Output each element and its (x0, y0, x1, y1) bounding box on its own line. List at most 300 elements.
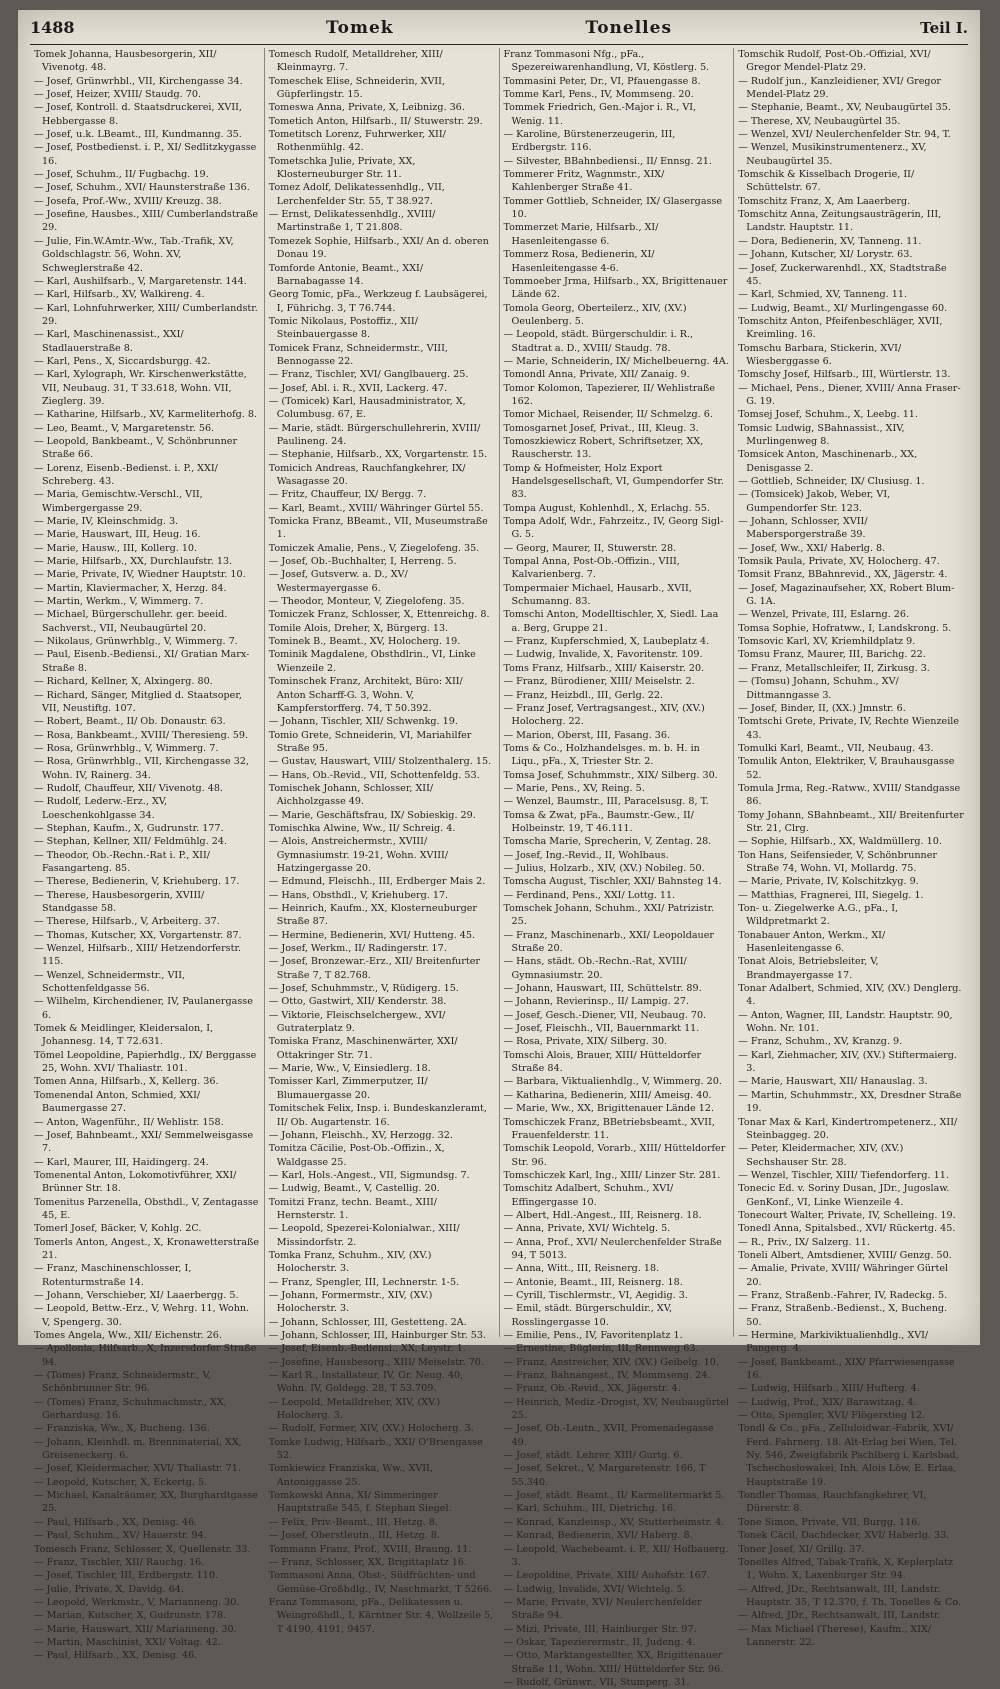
directory-entry: Tonat Alois, Betriebsleiter, V, Brandmayergasse 17. (738, 956, 879, 981)
directory-entry: — Marie, Private, IV, Kolschitzkyg. 9. (738, 876, 919, 888)
directory-entry: Tommasoni Anna, Obst-, Südfrüchten- und Gemüse-Großhdlg., IV, Naschmarkt, T 5266. (268, 1570, 493, 1595)
directory-entry: — Paul, Eisenb.-Bediensi., XI/ Gratian Marx-Straße 8. (34, 649, 250, 674)
directory-entry: Toms Franz, Hilfsarb., XIII/ Kaiserstr. 20. (503, 662, 705, 674)
directory-entry: Tonelles Alfred, Tabak-Trafik, X, Keplerplatz 1, Wohn. X, Laxenburger Str. 94. (738, 1556, 953, 1582)
directory-column-4 (734, 48, 968, 1648)
directory-entry: — Paul, Hilfsarb., XX, Denisg. 46. (34, 1516, 198, 1528)
directory-entry: Tomesch Rudolf, Metalldreher, XIII/ Kleinmayrg. 7. (268, 49, 443, 74)
directory-entry: Tomeschek Elise, Schneiderin, XVII, Güpferlingstr. 15. (268, 75, 445, 101)
directory-entry: — Franz, Maschinenarb., XXI/ Leopoldauer Straße 20. (503, 929, 715, 955)
directory-entry: — Johann, Formermstr., XIV, (XV.) Holocherstr. 3. (268, 1289, 433, 1315)
directory-entry: Tomezek Sophie, Hilfsarb., XXI/ An d. oberen Donau 19. (268, 235, 489, 261)
directory-entry: — Josef, Eisenb.-Bediensi., XX, Leystr. 1. (268, 1343, 466, 1355)
directory-entry: — Wenzel, Baumstr., III, Paracelsusg. 8, T. (503, 796, 709, 808)
directory-entry: — Josef, Ww., XXI/ Haberlg. 8. (738, 542, 886, 554)
directory-entry: Tompal Anna, Post-Ob.-Offizin., VIII, Kalvarienberg. 7. (503, 556, 680, 581)
directory-entry: Tomsit Franz, BBahnrevid., XX, Jägerstr. 4. (738, 569, 948, 581)
directory-entry: — Leopold, Spezerei-Kolonialwar., XIII/ Missindorfstr. 2. (268, 1223, 460, 1248)
directory-entry: Tonecic Ed. v. Soriny Dusan, JDr., Jugoslaw. GenKonf., VI, Linke Wienzeile 4. (738, 1183, 950, 1208)
directory-entry: — Ernst, Delikatessenhdlg., XVIII/ Martinstraße 1, T 21.808. (268, 209, 436, 234)
directory-entry: — Wenzel, Private, III, Eslarng. 26. (738, 609, 910, 621)
directory-entry: — Apollonia, Hilfsarb., X, Inzersdorfer Straße 94. (34, 1343, 257, 1368)
directory-entry: Tonecourt Walter, Private, IV, Schelleing. 19. (738, 1209, 956, 1221)
directory-entry: — Gottlieb, Schneider, IX/ Clusiusg. 1. (738, 476, 925, 487)
directory-entry: Franz Tommasoni Nfg., pFa., Spezereiwarenhandlung, VI, Köstlerg. 5. (503, 49, 710, 74)
directory-entry: — Franziska, Ww., X, Bucheng. 136. (34, 1423, 210, 1435)
directory-entry: Tomes Angela, Ww., XII/ Eichenstr. 26. (34, 1330, 222, 1341)
directory-entry: Tommoeber Jrma, Hilfsarb., XX, Brigittenauer Lände 62. (503, 275, 728, 301)
directory-entry: — Stephanie, Beamt., XV, Neubaugürtel 35. (738, 102, 951, 114)
directory-entry: — Wenzel, XVI/ Neulerchenfelder Str. 94, T. (738, 129, 951, 141)
directory-entry: Tomsovic Karl, XV, Kriemhildplatz 9. (738, 636, 916, 648)
directory-entry: Tomschitz Franz, X, Am Laaerberg. (738, 195, 911, 207)
directory-entry: — Johann, Revierinsp., II/ Lampig. 27. (503, 996, 689, 1008)
directory-entry: Tomschi Alois, Brauer, XIII/ Hütteldorfer Straße 84. (503, 1049, 702, 1075)
directory-entry: Tomschik Leopold, Vorarb., XIII/ Hütteldorfer Str. 96. (503, 1143, 726, 1168)
running-head-right: Tonelles (585, 18, 673, 38)
directory-entry: — Leopoldine, Private, XIII/ Auhofstr. 167. (503, 1570, 710, 1582)
directory-entry: Tomor Michael, Reisender, II/ Schmelzg. 6. (503, 409, 713, 421)
directory-entry: — Josefine, Hausbes., XIII/ Cumberlandstraße 29. (34, 209, 259, 234)
directory-entry: Tömel Leopoldine, Papierhdlg., IX/ Berggasse 25, Wohn. XVI/ Thaliastr. 101. (34, 1049, 257, 1075)
directory-entry: Tonedl Anna, Spitalsbed., XVI/ Rückertg. 45. (738, 1223, 956, 1235)
directory-entry: — Marie, Private, XVI/ Neulerchenfelder Straße 94. (503, 1596, 702, 1622)
directory-entry: Tomitza Cäcilie, Post-Ob.-Offizin., X, Waldgasse 25. (268, 1143, 445, 1168)
directory-entry: — Robert, Beamt., II/ Ob. Donaustr. 63. (34, 716, 226, 728)
directory-entry: Tomulik Anton, Elektriker, V, Brauhausgasse 52. (738, 756, 955, 781)
directory-entry: — Franz Josef, Vertragsangest., XIV, (XV.) Holocherg. 22. (503, 702, 705, 728)
directory-entry: Tomek & Meidlinger, Kleidersalon, I, Johannesg. 14, T 72.631. (34, 1023, 214, 1048)
directory-entry: Toneli Albert, Amtsdiener, XVIII/ Genzg. 50. (738, 1249, 952, 1261)
directory-entry: — Marie, Geschäftsfrau, IX/ Sobieskig. 29. (268, 809, 476, 821)
directory-entry: — Josef, Gesch.-Diener, VII, Neubaug. 70. (503, 1009, 707, 1021)
directory-entry: Tommerzet Marie, Hilfsarb., XI/ Hasenleitengasse 6. (503, 222, 659, 247)
directory-entry: — Rudolf, Former, XIV, (XV.) Holocherg. 3. (268, 1423, 474, 1435)
directory-entry: — Matthias, Fragnerei, III, Siegelg. 1. (738, 889, 924, 901)
directory-entry: — Leopold, Wachebeamt. i. P., XII/ Hofbauerg. 3. (503, 1543, 729, 1568)
directory-entry: — Leopold, Werkmstr., V, Marianneng. 30. (34, 1596, 240, 1608)
directory-entry: — Franz, Ob.-Revid., XX, Jägerstr. 4. (503, 1383, 681, 1395)
directory-entry: Tomola Georg, Oberteilerz., XIV, (XV.) Oeulenberg. 5. (503, 302, 687, 327)
directory-entry: Tomic Nikolaus, Postoffiz., XII/ Steinbauergasse 8. (268, 315, 418, 341)
directory-entry: — (Tomsicek) Jakob, Weber, VI, Gumpendorfer Str. 123. (738, 489, 891, 514)
directory-entry: Tomitschek Felix, Insp. i. Bundeskanzleramt, II/ Ob. Augartenstr. 16. (268, 1103, 487, 1128)
directory-entry: — Gustav, Hauswart, VIII/ Stolzenthalerg. 15. (268, 756, 492, 768)
directory-entry: — Ludwig, Beamt., V, Castellig. 20. (268, 1183, 440, 1195)
directory-entry: — Ludwig, Beamt., XI/ Murlingengasse 60. (738, 302, 948, 314)
directory-entry: Tomile Alois, Dreher, X, Bürgerg. 13. (268, 622, 449, 634)
directory-entry: Tometitsch Lorenz, Fuhrwerker, XII/ Rothenmühlg. 42. (268, 129, 446, 154)
directory-column-1 (30, 48, 265, 1662)
directory-entry: Ton Hans, Seifensieder, V, Schönbrunner Straße 74, Wohn. VI, Mollardg. 75. (738, 849, 937, 874)
directory-entry: — Josef, Magazinaufseher, XX, Robert Blum-G. 1A. (738, 582, 955, 608)
directory-entry: — Albert, Hdl.-Angest., III, Reisnerg. 18. (503, 1209, 702, 1221)
directory-entry: Tomondl Anna, Private, XII/ Zanaig. 9. (503, 369, 690, 381)
directory-entry: — Karl, Aushilfsarb., V, Margaretenstr. 144. (34, 275, 247, 287)
directory-entry: — Franz, Straßenb.-Fahrer, IV, Radeckg. 5. (738, 1289, 948, 1301)
directory-entry: — Otto, Marktangestellter, XX, Brigittenauer Straße 11, Wohn. XIII/ Hütteldorfer Str. 96. (503, 1650, 724, 1675)
directory-entry: — Josef, Kleidermacher, XVI/ Thaliastr. 71. (34, 1463, 241, 1475)
directory-entry: — Wenzel, Hilfsarb., XIII/ Hetzendorferstr. 115. (34, 943, 242, 968)
directory-entry: — Max Michael (Therese), Kaufm., XIX/ Lannerstr. 22. (738, 1623, 932, 1648)
directory-entry: Tommek Friedrich, Gen.-Major i. R., VI, Wenig. 11. (503, 102, 697, 127)
directory-entry: Tomitzi Franz, techn. Beamt., XIII/ Hernsterstr. 1. (268, 1196, 438, 1221)
directory-entry: — Stephanie, Hilfsarb., XX, Vorgartenstr. 15. (268, 449, 488, 461)
directory-entry: Tomschi Anton, Modelltischler, X, Siedl. Laa a. Berg, Gruppe 21. (503, 609, 719, 634)
directory-entry: — Josef, Bahnbeamt., XXI/ Semmelweisgasse 7. (34, 1129, 254, 1155)
directory-entry: — Josef, Abl. i. R., XVII, Lackerg. 47. (268, 382, 448, 394)
directory-entry: — Johann, Tischler, XII/ Schwenkg. 19. (268, 716, 458, 728)
directory-entry: Tomek Johanna, Hausbesorgerin, XII/ Vivenotg. 48. (34, 49, 217, 74)
directory-entry: — Franz, Spengler, III, Lechnerstr. 1-5. (268, 1276, 460, 1288)
directory-entry: — Franz, Tischler, XII/ Rauchg. 16. (34, 1556, 205, 1568)
directory-entry: — Julie, Fin.W.Amtr.-Ww., Tab.-Trafik, XV, Goldschlagstr. 56, Wohn. XV, Schweglerstraße 42. (34, 235, 234, 274)
directory-entry: — Heinrich, Mediz.-Drogist, XV, Neubaugürtel 25. (503, 1396, 729, 1422)
directory-entry: — Amalie, Private, XVIII/ Währinger Gürtel 20. (738, 1263, 949, 1288)
directory-entry: — Wilhelm, Kirchendiener, IV, Paulanergasse 6. (34, 996, 253, 1021)
directory-entry: Tomsej Josef, Schuhm., X, Leebg. 11. (738, 409, 918, 421)
directory-entry: Tomiczek Franz, Schlosser, X, Ettenreichg. 8. (268, 609, 490, 621)
directory-entry: — Franz, Heizbdl., III, Gerlg. 22. (503, 689, 664, 701)
directory-entry: Tomsa Josef, Schuhmmstr., XIX/ Silberg. 30. (503, 769, 718, 781)
directory-entry: Tomschitz Anna, Zeitungsausträgerin, III, Landstr. Hauptstr. 11. (738, 209, 942, 234)
directory-entry: — Peter, Kleidermacher, XIV, (XV.) Sechshauser Str. 28. (738, 1143, 904, 1168)
directory-entry: Tomschek Johann, Schuhm., XXI/ Patrizistr. 25. (503, 903, 715, 928)
directory-entry: — Josef, Binder, II, (XX.) Jmnstr. 6. (738, 702, 906, 714)
directory-entry: — Josef, Heizer, XVIII/ Staudg. 70. (34, 89, 202, 101)
directory-entry: — Rudolf jun., Kanzleidiener, XVI/ Gregor Mendel-Platz 29. (738, 75, 941, 101)
directory-entry: — Nikolaus, Grünwrhblg., V, Wimmerg. 7. (34, 636, 238, 648)
directory-entry: — Leopold, städt. Bürgerschuldir. i. R., Stadtrat a. D., XVIII/ Staudg. 78. (503, 329, 694, 354)
directory-entry: — Josef, u.k. LBeamt., III, Kundmanng. 35. (34, 129, 242, 141)
directory-entry: Tomulki Karl, Beamt., VII, Neubaug. 43. (738, 742, 934, 754)
directory-entry: Tomen Anna, Hilfsarb., X, Kellerg. 36. (34, 1076, 219, 1088)
directory-entry: Tommerz Rosa, Bedienerin, XI/ Hasenleitengasse 4-6. (503, 249, 655, 274)
directory-entry: Tominek B., Beamt., XV, Holocherg. 19. (268, 636, 461, 648)
directory-entry: Tommerer Fritz, Wagnmstr., XIX/ Kahlenberger Straße 41. (503, 169, 665, 194)
directory-entry: — Hans, städt. Ob.-Rechn.-Rat, XVIII/ Gymnasiumstr. 20. (503, 956, 687, 981)
directory-entry: Tomschu Barbara, Stickerin, XVI/ Wiesberggasse 6. (738, 342, 902, 367)
directory-entry: — Johann, Schlosser, III, Hainburger Str. 53. (268, 1330, 486, 1341)
directory-entry: — Franz, Maschinenschlosser, I, Rotenturmstraße 14. (34, 1263, 192, 1288)
directory-entry: — Ludwig, Hilfsarb., XIII/ Hufterg. 4. (738, 1383, 920, 1395)
directory-entry: Tomerl Josef, Bäcker, V, Kohlg. 2C. (34, 1223, 202, 1235)
directory-entry: Tomosgarnet Josef, Privat., III, Kleug. 3. (503, 422, 699, 434)
directory-entry: — Theodor, Ob.-Rechn.-Rat i. P., XII/ Fasangarteng. 85. (34, 849, 210, 874)
directory-entry: — Johann, Schlosser, III, Gestetteng. 2A. (268, 1316, 467, 1328)
directory-entry: — Johann, Fleischh., XV, Herzogg. 32. (268, 1129, 453, 1141)
directory-entry: — Marie, Private, IV, Wiedner Hauptstr. 10. (34, 569, 246, 581)
directory-entry: Tommer Gottlieb, Schneider, IX/ Glasergasse 10. (503, 195, 723, 221)
directory-entry: — Ludwig, Prof., XIX/ Barawitzag. 4. (738, 1396, 917, 1408)
directory-entry: — Josef, Werkm., II/ Radingerstr. 17. (268, 943, 447, 955)
directory-entry: — Karl, Hilfsarb., XV, Walkireng. 4. (34, 289, 205, 301)
directory-entry: — Rosa, Grünwrhblg., VII, Kirchengasse 32, Wohn. IV, Rainerg. 34. (34, 756, 249, 781)
directory-entry: Tomiczek Amalie, Pens., V, Ziegelofeng. 35. (268, 542, 480, 554)
directory-entry: Tondler Thomas, Rauchfangkehrer, VI, Dürerstr. 8. (738, 1490, 927, 1515)
directory-entry: — Karl, Schmied, XV, Tanneng. 11. (738, 289, 908, 301)
directory-entry: Tomy Johann, SBahnbeamt., XII/ Breitenfurter Str. 21, Clrg. (738, 809, 964, 834)
directory-entry: — Josefa, Prof.-Ww., XVIII/ Kreuzg. 38. (34, 195, 222, 207)
directory-entry: Tomsa & Zwat, pFa., Baumstr.-Gew., II/ Holbeinstr. 19, T 46.111. (503, 809, 694, 834)
directory-entry: Tommasini Peter, Dr., VI, Pfauengasse 8. (503, 75, 701, 87)
directory-entry: — Rosa, Bankbeamt., XVIII/ Theresieng. 59. (34, 729, 249, 741)
directory-entry: — Thomas, Kutscher, XX, Vorgartenstr. 87. (34, 929, 242, 941)
directory-entry: — (Tomes) Franz, Schneidermstr., V, Schönbrunner Str. 96. (34, 1370, 211, 1395)
directory-entry: — Wenzel, Schneidermstr., VII, Schottenfeldgasse 56. (34, 969, 186, 995)
directory-entry: — Anton, Wagner, III, Landstr. Hauptstr. 90, Wohn. Nr. 101. (738, 1009, 953, 1035)
directory-entry: — Paul, Schuhm., XV/ Hauerstr. 94. (34, 1530, 207, 1542)
directory-entry: — Marie, Schneiderin, IX/ Michelbeuerng. 4A. (503, 355, 729, 367)
directory-entry: — R., Priv., IX/ Salzerg. 11. (738, 1236, 870, 1248)
directory-entry: Tomeswa Anna, Private, X, Leibnizg. 36. (268, 102, 465, 114)
directory-entry: Tomisser Karl, Zimmerputzer, II/ Blumauergasse 20. (268, 1076, 428, 1101)
directory-entry: Tomio Grete, Schneiderin, VI, Mariahilfer Straße 95. (268, 729, 472, 754)
directory-entry: — Leopold, Metalldreher, XIV, (XV.) Holocherg. 3. (268, 1396, 441, 1422)
directory-entry: — Katharine, Hilfsarb., XV, Karmeliterhofg. 8. (34, 409, 258, 421)
directory-entry: Tometich Anton, Hilfsarb., II/ Stuwerstr. 29. (268, 115, 483, 127)
page-header (30, 18, 968, 45)
directory-entry: Tomicek Franz, Schneidermstr., VIII, Bennogasse 22. (268, 342, 448, 367)
directory-entry: — Alois, Anstreichermstr., XVIII/ Gymnasiumstr. 19-21, Wohn. XVIII/ Hatzingergasse 20. (268, 836, 449, 874)
directory-entry: — Josef, Fleischh., VII, Bauernmarkt 11. (503, 1023, 700, 1035)
directory-entry: — Josef, Ob.-Leutn., XVII, Promenadegasse 49. (503, 1423, 714, 1448)
directory-entry: — Franz, Tischler, XVI/ Ganglbauerg. 25. (268, 369, 469, 381)
directory-entry: Tominschek Franz, Architekt, Büro: XII/ Anton Scharff-G. 3, Wohn. V, Kampferstorfferg. 74, T 50.392. (268, 676, 463, 714)
directory-entry: — Leopold, Kutscher, X, Eckertg. 5. (34, 1476, 208, 1488)
directory-entry: — Hermine, Bedienerin, XVI/ Hutteng. 45. (268, 929, 475, 941)
directory-entry: — Marie, Hilfsarb., XX, Durchlaufstr. 13. (34, 556, 233, 568)
directory-entry: — Josef, Oberstleutn., III, Hetzg. 8. (268, 1530, 440, 1542)
directory-entry: Toner Josef, XI/ Grillg. 37. (738, 1543, 865, 1555)
directory-entry: — Emil, städt. Bürgerschuldir., XV, Rosslingergasse 10. (503, 1303, 673, 1328)
directory-entry: Tommann Franz, Prof., XVIII, Braung. 11. (268, 1543, 472, 1555)
directory-entry: — Anna, Private, XVI/ Wichtelg. 5. (503, 1223, 671, 1235)
directory-column-3 (500, 48, 735, 1688)
directory-entry: — Oskar, Tapezierermstr., II, Judeng. 4. (503, 1636, 696, 1648)
directory-entry: — Anna, Prof., XVI/ Neulerchenfelder Straße 94, T 5013. (503, 1236, 722, 1261)
directory-entry: Tominik Magdalene, Obsthdlrin., VI, Linke Wienzeile 2. (268, 649, 476, 674)
directory-entry: — Katharina, Bedienerin, XIII/ Ameisg. 40. (503, 1089, 712, 1101)
directory-entry: Tomschik & Kisselbach Drogerie, II/ Schüttelstr. 67. (738, 169, 915, 194)
directory-entry: Tonek Cäcil, Dachdecker, XVI/ Haberlg. 33. (738, 1530, 950, 1542)
directory-entry: — Silvester, BBahnbediensi., II/ Ennsg. 21. (503, 155, 712, 167)
directory-entry: — Franz, Metallschleifer, II, Zirkusg. 3. (738, 662, 930, 674)
directory-entry: — Marie, Hausw., III, Kollerg. 10. (34, 542, 198, 554)
directory-entry: — Karl, Beamt., XVIII/ Währinger Gürtel 55. (268, 502, 484, 514)
directory-entry: — Therese, Bedienerin, V, Kriehuberg. 17. (34, 876, 240, 888)
directory-entry: — Mizi, Private, III, Hainburger Str. 97. (503, 1623, 697, 1635)
directory-entry: Tompa August, Kohlenhdl., X, Erlachg. 55. (503, 502, 710, 514)
directory-entry: Tompermaier Michael, Hausarb., XVII, Schumanng. 83. (503, 582, 692, 608)
directory-entry: — (Tomsu) Johann, Schuhm., XV/ Dittmanngasse 3. (738, 676, 899, 701)
directory-entry: — Franz, Anstreicher, XIV, (XV.) Geibelg. 10. (503, 1356, 719, 1368)
directory-entry: Tomkiewicz Franziska, Ww., XVII, Antoniggasse 25. (268, 1463, 433, 1488)
directory-entry: — Josef, städt. Beamt., II/ Karmelitermarkt 5. (503, 1490, 725, 1502)
directory-entry: — Cyrill, Tischlermstr., VI, Aegidig. 3. (503, 1289, 688, 1301)
directory-entry: Tomke Ludwig, Hilfsarb., XXI/ O'Briengasse 52. (268, 1436, 483, 1462)
directory-entry: Tomenitus Parzenella, Obsthdl., V, Zentagasse 45, E. (34, 1196, 259, 1221)
directory-entry: Toms & Co., Holzhandelsges. m. b. H. in Liqu., pFa., X, Triester Str. 2. (503, 742, 700, 768)
directory-entry: Tomenental Anton, Lokomotivführer, XXI/ Brünner Str. 18. (34, 1169, 237, 1195)
directory-entry: — (Tomes) Franz, Schuhmachmstr., XX, Gerhardusg. 16. (34, 1396, 227, 1422)
directory-entry: — Johann, Hauswart, III, Schüttelstr. 89. (503, 983, 702, 995)
directory-entry: — Alfred, JDr., Rechtsanwalt, III, Landstr. Hauptstr. 35, T 12.370, f. Th. Tonelles & Co. (738, 1583, 961, 1608)
directory-entry: — Josef, Schuhm., XVI/ Haunsterstraße 136. (34, 182, 250, 194)
directory-entry: Tomicka Franz, BBeamt., VII, Museumstraße 1. (268, 516, 488, 541)
directory-entry: — Karl, Hols.-Angest., VII, Sigmundsg. 7. (268, 1169, 470, 1181)
directory-entry: Tomesch Franz, Schlosser, X, Quellenstr. 33. (34, 1543, 251, 1555)
directory-entry: — Viktorie, Fleischselchergew., XVI/ Gutraterplatz 9. (268, 1009, 446, 1035)
directory-entry: — Karoline, Bürstenerzeugerin, III, Erdbergstr. 116. (503, 129, 676, 154)
directory-entry: — Marie, städt. Bürgerschullehrerin, XVIII/ Paulineng. 24. (268, 422, 481, 447)
directory-entry: — Therese, Hausbesorgerin, XVIII/ Standgasse 58. (34, 889, 205, 914)
directory-entry: — Hans, Ob.-Revid., VII, Schottenfeldg. 53. (268, 769, 480, 781)
directory-entry: — Karl, Maurer, III, Haidingerg. 24. (34, 1156, 209, 1168)
directory-entry: — Alfred, JDr., Rechtsanwalt, III, Landstr. (738, 1610, 941, 1622)
page-number: 1488 (30, 18, 75, 37)
directory-entry: — Wenzel, Tischler, XIII/ Tiefendorferg. 11. (738, 1169, 949, 1181)
directory-entry: — Rosa, Grünwrhblg., V, Wimmerg. 7. (34, 742, 219, 754)
directory-entry: Tomscha Marie, Sprecherin, V, Zentag. 28. (503, 836, 712, 848)
directory-entry: — Josef, Bankbeamt., XIX/ Pfarrwiesengasse 16. (738, 1356, 955, 1382)
directory-entry: — Stephan, Kaufm., X, Gudrunstr. 177. (34, 822, 224, 834)
directory-entry: Tonabauer Anton, Werkm., XI/ Hasenleitengasse 6. (738, 929, 886, 955)
directory-entry: — Anna, Witt., III, Reisnerg. 18. (503, 1263, 660, 1275)
directory-entry: — Julie, Private, X, Davidg. 64. (34, 1583, 184, 1595)
directory-entry: — Franz, Straßenb.-Bedienst., X, Bucheng. 50. (738, 1303, 948, 1328)
directory-entry: Tomschiczek Karl, Ing., XIII/ Linzer Str. 281. (503, 1169, 721, 1181)
directory-entry: — Rudolf, Chauffeur, XII/ Vivenotg. 48. (34, 782, 223, 794)
directory-entry: — Josef, Ing.-Revid., II, Wohlbaus. (503, 849, 669, 861)
directory-entry: — Hans, Obsthdl., V, Kriehuberg. 17. (268, 889, 449, 901)
directory-entry: Tomicich Andreas, Rauchfangkehrer, IX/ Wasagasse 20. (268, 462, 466, 487)
directory-entry: — Hermine, Markiviktualienhdlg., XVI/ Pangerg. 4. (738, 1330, 929, 1355)
directory-entry: Tomka Franz, Schuhm., XIV, (XV.) Holocherstr. 3. (268, 1249, 432, 1275)
directory-entry: — Josef, Postbedienst. i. P., XI/ Sedlitzkygasse 16. (34, 142, 257, 167)
directory-entry: Tomschy Josef, Hilfsarb., III, Würtlerstr. 13. (738, 369, 951, 381)
directory-entry: Tomerls Anton, Angest., X, Kronawetterstraße 21. (34, 1236, 260, 1261)
directory-entry: — Marie, Hauswart, III, Heug. 16. (34, 529, 201, 541)
directory-entry: — Karl, Xylograph, Wr. Kirschenwerkstätte, VII, Neubaug. 31, T 33.618, Wohn. VII, Zieglerg. 39. (34, 369, 247, 407)
directory-entry: — Ferdinand, Pens., XXI/ Lottg. 11. (503, 889, 676, 901)
directory-column-2 (265, 48, 500, 1635)
directory-entry: Tomsu Franz, Maurer, III, Barichg. 22. (738, 649, 926, 661)
directory-entry: — Ludwig, Invalide, X, Favoritenstr. 109. (503, 649, 703, 661)
directory-entry: — Martin, Maschinist, XXI/ Voltag. 42. (34, 1636, 221, 1648)
directory-entry: Tomenendal Anton, Schmied, XXI/ Baumergasse 27. (34, 1089, 201, 1115)
directory-entry: — Otto, Spengler, XVI/ Flögerstieg 12. (738, 1410, 926, 1422)
directory-entry: — Michael, Bürgerschullehr. ger. beeid. Sachverst., VII, Neubaugürtel 20. (34, 609, 228, 634)
directory-entry: — Heinrich, Kaufm., XX, Klosterneuburger Straße 87. (268, 903, 478, 928)
directory-entry: — Johann, Kleinhdl. m. Brennmaterial, XX, Greiseneckerg. 6. (34, 1436, 242, 1462)
directory-entry: — Josef, Bronzewar.-Erz., XII/ Breitenfurter Straße 7, T 82.768. (268, 956, 481, 981)
directory-entry: Tonar Adalbert, Schmied, XIV, (XV.) Denglerg. 4. (738, 983, 962, 1008)
directory-entry: — Franz, Bürodiener, XIII/ Meiselstr. 2. (503, 676, 695, 688)
directory-entry: — Josef, Schuhmmstr., V, Rüdigerg. 15. (268, 983, 459, 995)
directory-entry: — Marian, Kutscher, X, Gudrunstr. 178. (34, 1610, 227, 1622)
directory-entry: — Marie, IV, Kleinschmidg. 3. (34, 516, 179, 528)
directory-entry: — Edmund, Fleischh., III, Erdberger Mais 2. (268, 876, 486, 888)
directory-entry: — Marie, Hauswart, XII/ Marianneng. 30. (34, 1623, 237, 1635)
directory-entry: — Josef, Zuckerwarenhdl., XX, Stadtstraße 45. (738, 262, 947, 287)
directory-entry: — Franz, Kupferschmied, X, Laubeplatz 4. (503, 636, 710, 648)
directory-entry: Tomoszkiewicz Robert, Schriftsetzer, XX, Rauscherstr. 13. (503, 435, 704, 461)
directory-entry: — Leopold, Bettw.-Erz., V, Wehrg. 11, Wohn. V, Spengerg. 30. (34, 1303, 250, 1328)
header-running-words (230, 18, 768, 38)
directory-entry: Tomischek Johann, Schlosser, XII/ Aichholzgasse 49. (268, 782, 434, 808)
directory-entry: Tomiska Franz, Maschinenwärter, XXI/ Ottakringer Str. 71. (268, 1036, 458, 1061)
running-head-left: Tomek (325, 18, 394, 38)
directory-columns (30, 48, 968, 1688)
directory-entry: Tomsicek Anton, Maschinenarb., XX, Denisgasse 2. (738, 449, 918, 474)
directory-entry: — Karl, Schuhm., III, Dietrichg. 16. (503, 1503, 676, 1515)
directory-entry: — Josef, Kontroll. d. Staatsdruckerei, XVII, Hebbergasse 8. (34, 102, 242, 127)
directory-entry: — Fritz, Chauffeur, IX/ Bergg. 7. (268, 489, 427, 501)
directory-entry: Tomez Adolf, Delikatessenhdlg., VII, Lerchenfelder Str. 55, T 38.927. (268, 182, 445, 207)
directory-entry: Tompa Adolf, Wdr., Fahrzeitz., IV, Georg Sigl-G. 5. (503, 516, 724, 541)
directory-entry: — (Tomicek) Karl, Hausadministrator, X, Columbusg. 67, E. (268, 395, 466, 421)
directory-entry: — Lorenz, Eisenb.-Bedienst. i. P., XXI/ Schreberg. 43. (34, 462, 218, 487)
directory-entry: — Karl, Maschinenassist., XXI/ Stadlauerstraße 8. (34, 329, 184, 354)
directory-entry: Tomsic Ludwig, SBahnassist., XIV, Murlingenweg 8. (738, 422, 905, 447)
directory-entry: — Rosa, Private, XIX/ Silberg. 30. (503, 1036, 668, 1048)
directory-entry: Tomme Karl, Pens., IV, Mommseng. 20. (503, 89, 694, 101)
directory-entry: Tomkowski Anna, XI/ Simmeringer Hauptstraße 545, f. Stephan Siegel. (268, 1490, 452, 1515)
directory-entry: Tomschitz Adalbert, Schuhm., XVI/ Effingergasse 10. (503, 1183, 674, 1208)
directory-entry: — Johann, Verschieber, XI/ Laaerbergg. 5. (34, 1289, 239, 1301)
directory-entry: — Ernestine, Büglerin, III, Rennweg 63. (503, 1343, 699, 1355)
directory-entry: Tondl & Co., pFa., Zelluloidwar.-Fabrik, XVI/ Ferd. Fahrnerg. 18. Alt-Erlag bei Wien, Tel. Ny. 546, Zweigfabrik Pachlberg i. Karlsbad, Tschechoslowakei, Inh. Alois Löw, E. Erlaa, Hauptstraße 19. (738, 1423, 959, 1488)
directory-entry: Ton- u. Ziegelwerke A.G., pFa., I, Wildpretmarkt 2. (738, 903, 899, 928)
directory-entry: — Marie, Ww., V, Einsiedlerg. 18. (268, 1063, 431, 1075)
directory-entry: — Marie, Pens., XV, Reing. 5. (503, 782, 645, 794)
directory-entry: — Leopold, Bankbeamt., V, Schönbrunner Straße 66. (34, 435, 238, 461)
directory-entry: — Franz, Schuhm., XV, Kranzg. 9. (738, 1036, 903, 1048)
directory-entry: — Georg, Maurer, II, Stuwerstr. 28. (503, 542, 677, 554)
directory-entry: Tonar Max & Karl, Kindertrompetenerz., XII/ Steinbaggeg. 20. (738, 1116, 958, 1141)
directory-entry: Tometschka Julie, Private, XX, Klosterneuburger Str. 11. (268, 155, 416, 181)
directory-entry: — Stephan, Kellner, XII/ Feldmühlg. 24. (34, 836, 228, 848)
directory-entry: — Karl, Lohnfuhrwerker, XIII/ Cumberlandstr. 29. (34, 302, 258, 327)
part-label: Teil I. (920, 19, 968, 37)
directory-entry: — Theodor, Monteur, V, Ziegelofeng. 35. (268, 596, 465, 608)
directory-entry: — Julius, Holzarb., XIV, (XV.) Nobileg. 50. (503, 862, 705, 874)
directory-entry: Tomor Kolomon, Tapezierer, II/ Wehlistraße 162. (503, 382, 716, 407)
directory-entry: — Josefine, Hausbesorg., XIII/ Meiselstr. 70. (268, 1356, 484, 1368)
directory-entry: — Sophie, Hilfsarb., XX, Waldmüllerg. 10. (738, 836, 942, 848)
directory-entry: — Karl, Ziehmacher, XIV, (XV.) Stiftermaierg. 3. (738, 1049, 957, 1075)
directory-entry: — Therese, XV, Neubaugürtel 35. (738, 115, 901, 127)
directory-entry: — Rudolf, Lederw.-Erz., XV, Loeschenkohlgasse 34. (34, 796, 168, 821)
directory-entry: — Martin, Werkm., V, Wimmerg. 7. (34, 596, 204, 608)
directory-entry: Tomtschi Grete, Private, IV, Rechte Wienzeile 43. (738, 716, 960, 741)
directory-entry: — Richard, Sänger, Mitglied d. Staatsoper, VII, Neustiftg. 107. (34, 689, 242, 714)
directory-entry: — Therese, Hilfsarb., V, Arbeiterg. 37. (34, 916, 220, 928)
directory-entry: — Konrad, Bedienerin, XVI/ Haberg. 8. (503, 1530, 693, 1542)
directory-entry: — Emilie, Pens., IV, Favoritenplatz 1. (503, 1330, 683, 1341)
directory-entry: — Marie, Hauswart, XII/ Hanauslag. 3. (738, 1076, 928, 1088)
directory-entry: — Paul, Hilfsarb., XX, Denisg. 46. (34, 1650, 198, 1662)
directory-entry: — Josef, Sekret., V, Margaretenstr. 166, T 55.340. (503, 1463, 706, 1488)
directory-entry: Tomscha August, Tischler, XXI/ Bahnsteg 14. (503, 876, 722, 888)
directory-entry: — Marion, Oberst, III, Fasang. 36. (503, 729, 671, 741)
directory-entry: — Michael, Kanalräumer, XX, Burghardtgasse 25. (34, 1490, 258, 1515)
directory-entry: Tomschik Rudolf, Post-Ob.-Offizial, XVI/ Gregor Mendel-Platz 29. (738, 49, 931, 74)
directory-entry: — Michael, Pens., Diener, XVIII/ Anna Fraser-G. 19. (738, 382, 961, 407)
directory-entry: Franz Tommasoni, pFa., Delikatessen u. Weingroßhdl., I, Kärntner Str. 4, Wollzeile 5, T 4190, 4191, 9457. (268, 1596, 494, 1635)
directory-entry: — Maria, Gemischtw.-Verschl., VII, Wimbergergasse 29. (34, 489, 203, 514)
